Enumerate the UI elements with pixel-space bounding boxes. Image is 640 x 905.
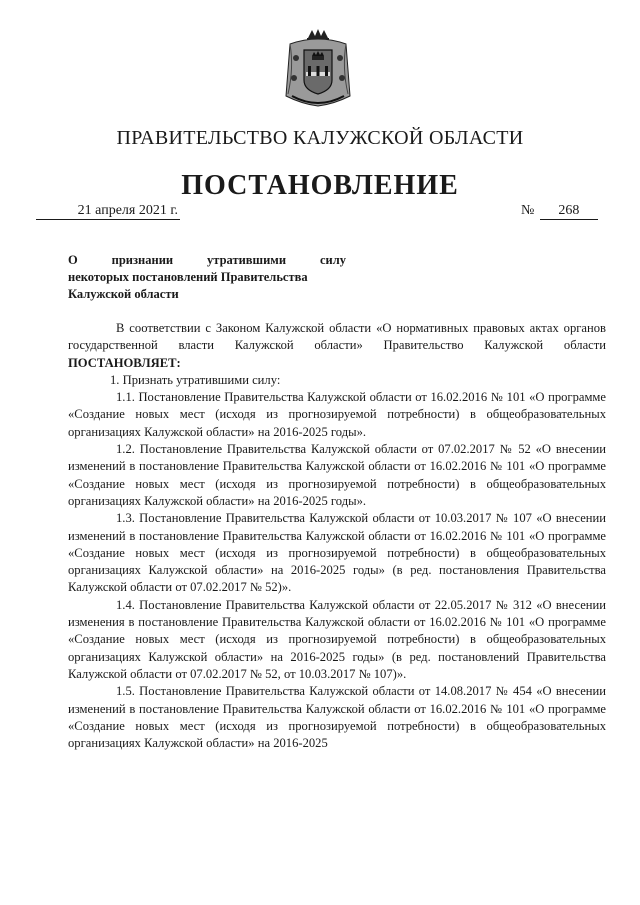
subject-word: утратившими: [207, 253, 287, 267]
document-number: [521, 203, 598, 220]
paragraph-1: 1. Признать утратившими силу:: [110, 372, 281, 387]
document-subject: [68, 252, 346, 303]
paragraph-1-1: 1.1. Постановление Правительства Калужской области от 16.02.2016 № 101 «О программе «Создание новых мест (исходя из прогнозируемой потребности) в общеобразовательных организациях Калужской области» на 2016-2025 годы».: [68, 390, 606, 439]
subject-line-1: [68, 252, 346, 269]
kaluga-coat-of-arms-icon: [282, 28, 354, 108]
government-title: ПРАВИТЕЛЬСТВО КАЛУЖСКОЙ ОБЛАСТИ: [116, 127, 524, 149]
subject-word: О: [68, 253, 78, 267]
intro-text: В соответствии с Законом Калужской области «О нормативных правовых актах органов государственной власти Калужской области» Правительство Калужской области: [68, 321, 606, 353]
paragraph-1-3: 1.3. Постановление Правительства Калужской области от 10.03.2017 № 107 «О внесении изменений в постановление Правительства Калужской области от 16.02.2016 № 101 «О программе «Создание новых мест (исходя из прогнозируемой потребности) в общеобразовательных организациях Калужской области» на 2016-2025 годы» (в ред. постановления Правительства Калужской области от 07.02.2017 № 52)».: [68, 511, 606, 595]
subject-line-3: Калужской области: [68, 287, 179, 301]
document-body: [68, 320, 606, 752]
intro-resolves: ПОСТАНОВЛЯЕТ:: [68, 355, 181, 370]
subject-word: силу: [319, 253, 346, 267]
paragraph-1-5: 1.5. Постановление Правительства Калужской области от 14.08.2017 № 454 «О внесении изменений в постановление Правительства Калужской области от 16.02.2016 № 101 «О программе «Создание новых мест (исходя из прогнозируемой потребности) в общеобразовательных организациях Калужской области» на 2016-2025: [68, 684, 606, 751]
document-type-title: ПОСТАНОВЛЕНИЕ: [181, 170, 459, 201]
document-date: 21 апреля 2021 г.: [36, 203, 180, 220]
paragraph-1-2: 1.2. Постановление Правительства Калужской области от 07.02.2017 № 52 «О внесении изменений в постановление Правительства Калужской области от 16.02.2016 № 101 «О программе «Создание новых мест (исходя из прогнозируемой потребности) в общеобразовательных организациях Калужской области» на 2016-2025 годы».: [68, 442, 606, 508]
number-value: 268: [540, 203, 598, 220]
intro-paragraph: [68, 320, 606, 372]
paragraph-1-4: 1.4. Постановление Правительства Калужской области от 22.05.2017 № 312 «О внесении изменения в постановление Правительства Калужской области от 16.02.2016 № 101 «О программе «Создание новых мест (исходя из прогнозируемой потребности) в общеобразовательных организациях Калужской области» на 2016-2025 годы» (в ред. постановлений Правительства Калужской области от 07.02.2017 № 52, от 10.03.2017 № 107)».: [68, 597, 606, 681]
subject-line-2: некоторых постановлений Правительства: [68, 270, 308, 284]
subject-word: признании: [111, 253, 174, 267]
number-sign: №: [521, 203, 535, 218]
